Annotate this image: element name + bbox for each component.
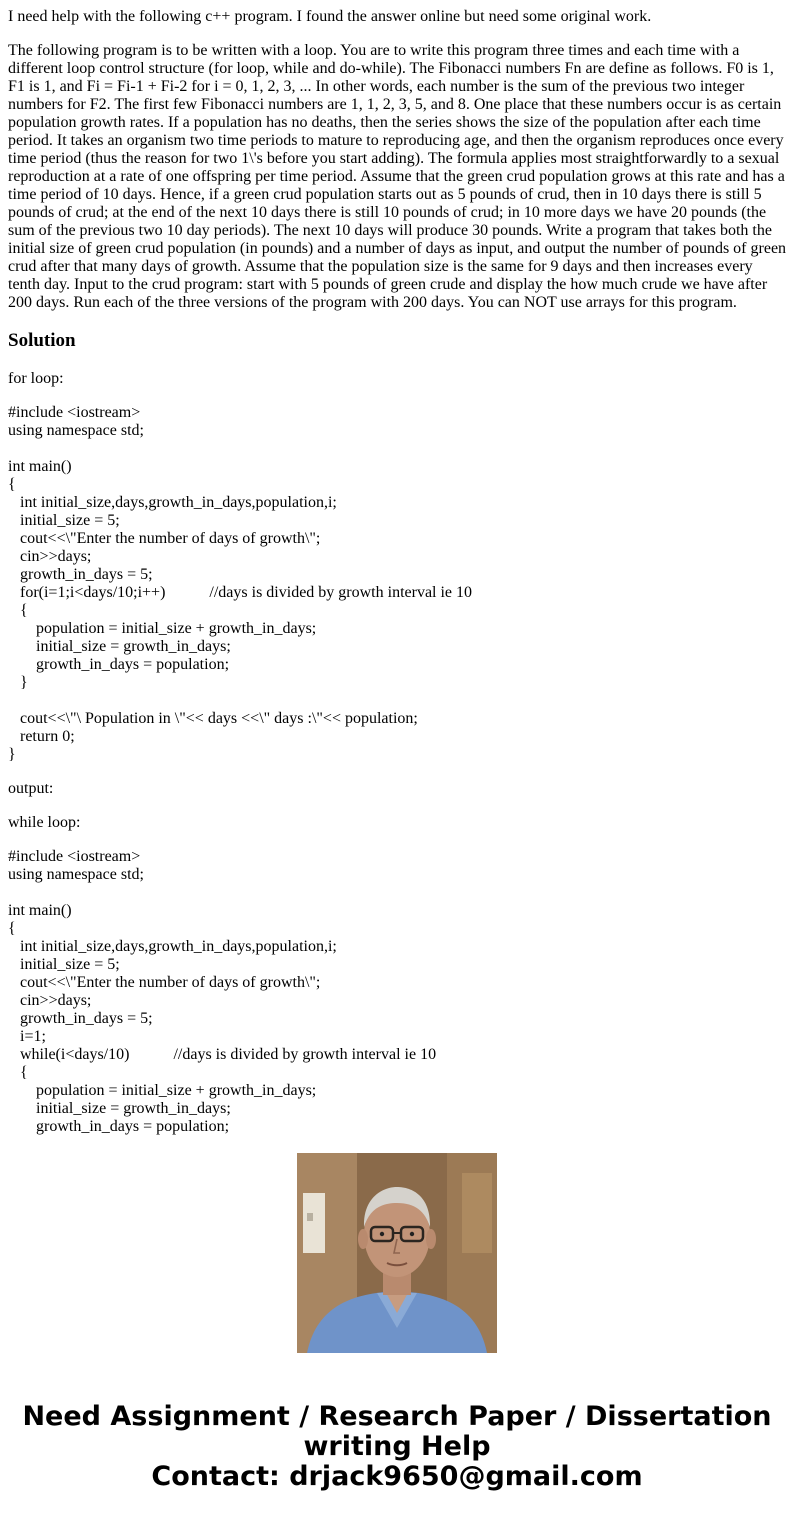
output-label: output:	[8, 780, 54, 797]
banner-line-2: writing Help	[303, 1431, 491, 1462]
for-loop-label: for loop:	[8, 370, 64, 387]
solution-heading: Solution	[8, 330, 76, 351]
for-loop-code: #include <iostream> using namespace std; int main() { int initial_size,days,growth_in_days,population,i; initial_size = 5; cout<<\"Enter the number of days of growth\"; cin>>days; growth_in_days = 5; for(i=1;i<days/10;i++) //days is divided by growth interval ie 10 { population = initial_size + growth_in_days; initial_size = growth_in_days; growth_in_days = population; } cout<<\"\ Population in \"<< days <<\" days :\"<< population; return 0; }	[8, 404, 473, 763]
while-loop-label: while loop:	[8, 814, 81, 831]
question-body: The following program is to be written with a loop. You are to write this program three times and each time with a different loop control structure (for loop, while and do-while). The Fibonacci numbers Fn are define as follows. F0 is 1, F1 is 1, and Fi = Fi-1 + Fi-2 for i = 0, 1, 2, 3, ... In other words, each number is the sum of the previous two integer numbers for F2. The first few Fibonacci numbers are 1, 1, 2, 3, 5, and 8. One place that these numbers occur is as certain population growth rates. If a population has no deaths, then the series shows the size of the population after each time period. It takes an organism two time periods to mature to reproducing age, and then the organism reproduces once every time period (thus the reason for two 1\'s before you start adding). The formula applies most straightforwardly to a sexual reproduction at a rate of one offspring per time period. Assume that the green crud population grows at this rate and has a time period of 10 days. Hence, if a green crud population starts out as 5 pounds of crud, then in 10 days there is still 5 pounds of crud; at the end of the next 10 days there is still 10 pounds of crud; in 10 more days we have 20 pounds (the sum of the previous two 10 day periods). The next 10 days will produce 30 pounds. Write a program that takes both the initial size of green crud population (in pounds) and a number of days as input, and output the number of pounds of green crud after that many days of growth. Assume that the population size is the same for 9 days and then increases every tenth day. Input to the crud program: start with 5 pounds of green crude and display the how much crude we have after 200 days. Run each of the three versions of the program with 200 days. You can NOT use arrays for this program.	[8, 42, 787, 311]
author-photo	[297, 1153, 497, 1353]
banner-line-1: Need Assignment / Research Paper / Dissertation	[22, 1401, 772, 1432]
while-loop-code: #include <iostream> using namespace std; int main() { int initial_size,days,growth_in_days,population,i; initial_size = 5; cout<<\"Enter the number of days of growth\"; cin>>days; growth_in_days = 5; i=1; while(i<days/10) //days is divided by growth interval ie 10 { population = initial_size + growth_in_days; initial_size = growth_in_days; growth_in_days = population;	[8, 848, 437, 1135]
banner-contact: Contact: drjack9650@gmail.com	[151, 1461, 643, 1492]
document-content	[8, 0, 788, 1135]
assignment-help-banner	[0, 1402, 794, 1492]
question-intro: I need help with the following c++ program. I found the answer online but need some original work.	[8, 8, 652, 25]
